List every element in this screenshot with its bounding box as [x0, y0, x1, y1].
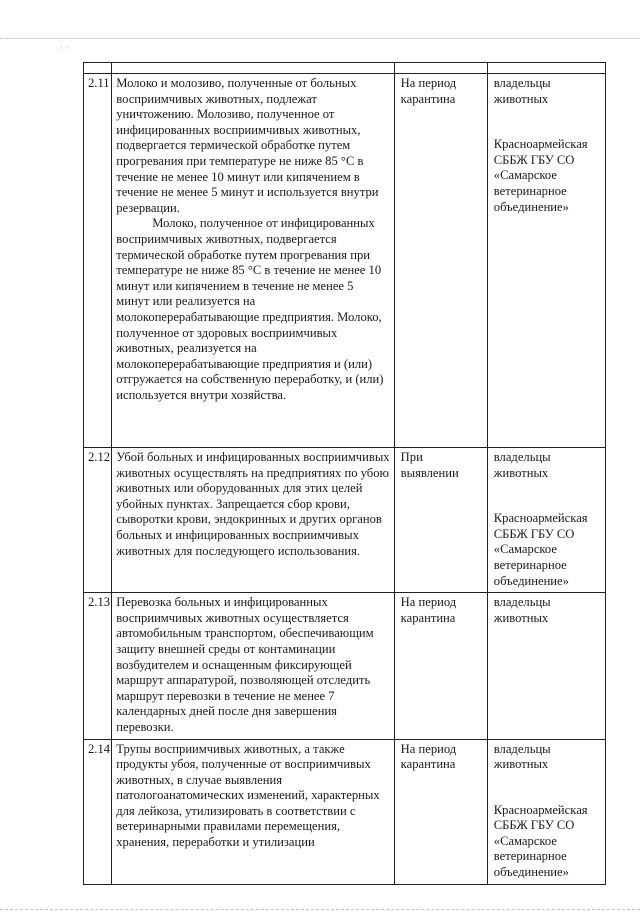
responsible-org: Красноармейская СББЖ ГБУ СО «Самарское ветеринарное объединение»	[493, 137, 588, 214]
responsible-owners: владельцы животных	[493, 76, 551, 106]
responsible-owners: владельцы животных	[493, 595, 551, 625]
row-number: 2.11	[84, 74, 112, 448]
responsible-cell	[487, 739, 605, 884]
table-row	[84, 593, 606, 739]
row-number: 2.12	[84, 448, 112, 593]
page-bottom-edge	[0, 909, 640, 911]
row-number: 2.14	[84, 739, 112, 884]
measure-cell	[112, 448, 394, 593]
measure-cell	[112, 74, 394, 448]
measure-cell	[112, 593, 394, 739]
measure-paragraph: Убой больных и инфицированных восприимчивых животных осуществлять на предприятиях по убою животных или оборудованных для этих целей убойных пунктах. Запрещается сбор крови, сыворотки крови, эндокринных и других органов больных и инфицированных восприимчивых животных для последующего использования.	[116, 450, 390, 558]
term-cell: На период карантина	[394, 593, 487, 739]
table-row	[84, 448, 606, 593]
term-cell: На период карантина	[394, 74, 487, 448]
table-row	[84, 74, 606, 448]
scan-artifact: · ·	[60, 44, 69, 54]
responsible-cell	[487, 74, 605, 448]
table-row	[84, 739, 606, 884]
measure-paragraph: Молоко и молозиво, полученные от больных восприимчивых животных, подлежат уничтожению. Молозиво, полученное от инфицированных восприимчивых животных, подвергается термической обработке путем прогревания при температуре не ниже 85 °С в течение не менее 10 минут или кипячением в течение не менее 5 минут и используется внутри резервации.	[116, 76, 379, 215]
responsible-cell	[487, 448, 605, 593]
measure-paragraph: Перевозка больных и инфицированных восприимчивых животных осуществляется автомобильным транспортом, обеспечивающим защиту внешней среды от контаминации возбудителем и оснащенным фиксирующей маршрут аппаратурой, позволяющей отследить маршрут перевозки в течение не менее 7 календарных дней после дня завершения перевозки.	[116, 595, 374, 734]
measure-cell	[112, 739, 394, 884]
measure-paragraph: Молоко, полученное от инфицированных восприимчивых животных, подвергается термической обработке путем прогревания при температуре не ниже 85 °С в течение не менее 10 минут или кипячением в течение не менее 5 минут или реализуется на молокоперерабатывающие предприятия. Молоко, полученное от здоровых восприимчивых животных, реализуется на молокоперерабатывающие предприятия и (или) отгружается на собственную переработку, и (или) используется внутри хозяйства.	[116, 216, 384, 402]
term-cell: При выявлении	[394, 448, 487, 593]
responsible-owners: владельцы животных	[493, 741, 551, 772]
page-top-edge	[0, 38, 640, 40]
measures-table	[83, 62, 606, 885]
measure-paragraph: Трупы восприимчивых животных, а также продукты убоя, полученные от восприимчивых животных, в случае выявления патологоанатомических изменений, характерных для лейкоза, утилизировать в соответствии с ветеринарными правилами перемещения, хранения, переработки и утилизации	[116, 741, 380, 850]
responsible-owners: владельцы животных	[493, 450, 551, 480]
row-number: 2.13	[84, 593, 112, 739]
term-cell: На период карантина	[394, 739, 487, 884]
responsible-org: Красноармейская СББЖ ГБУ СО «Самарское ветеринарное объединение»	[493, 511, 588, 588]
responsible-org: Красноармейская СББЖ ГБУ СО «Самарское ветеринарное объединение»	[493, 802, 588, 880]
responsible-cell	[487, 593, 605, 739]
table-continuation-header	[84, 63, 606, 74]
